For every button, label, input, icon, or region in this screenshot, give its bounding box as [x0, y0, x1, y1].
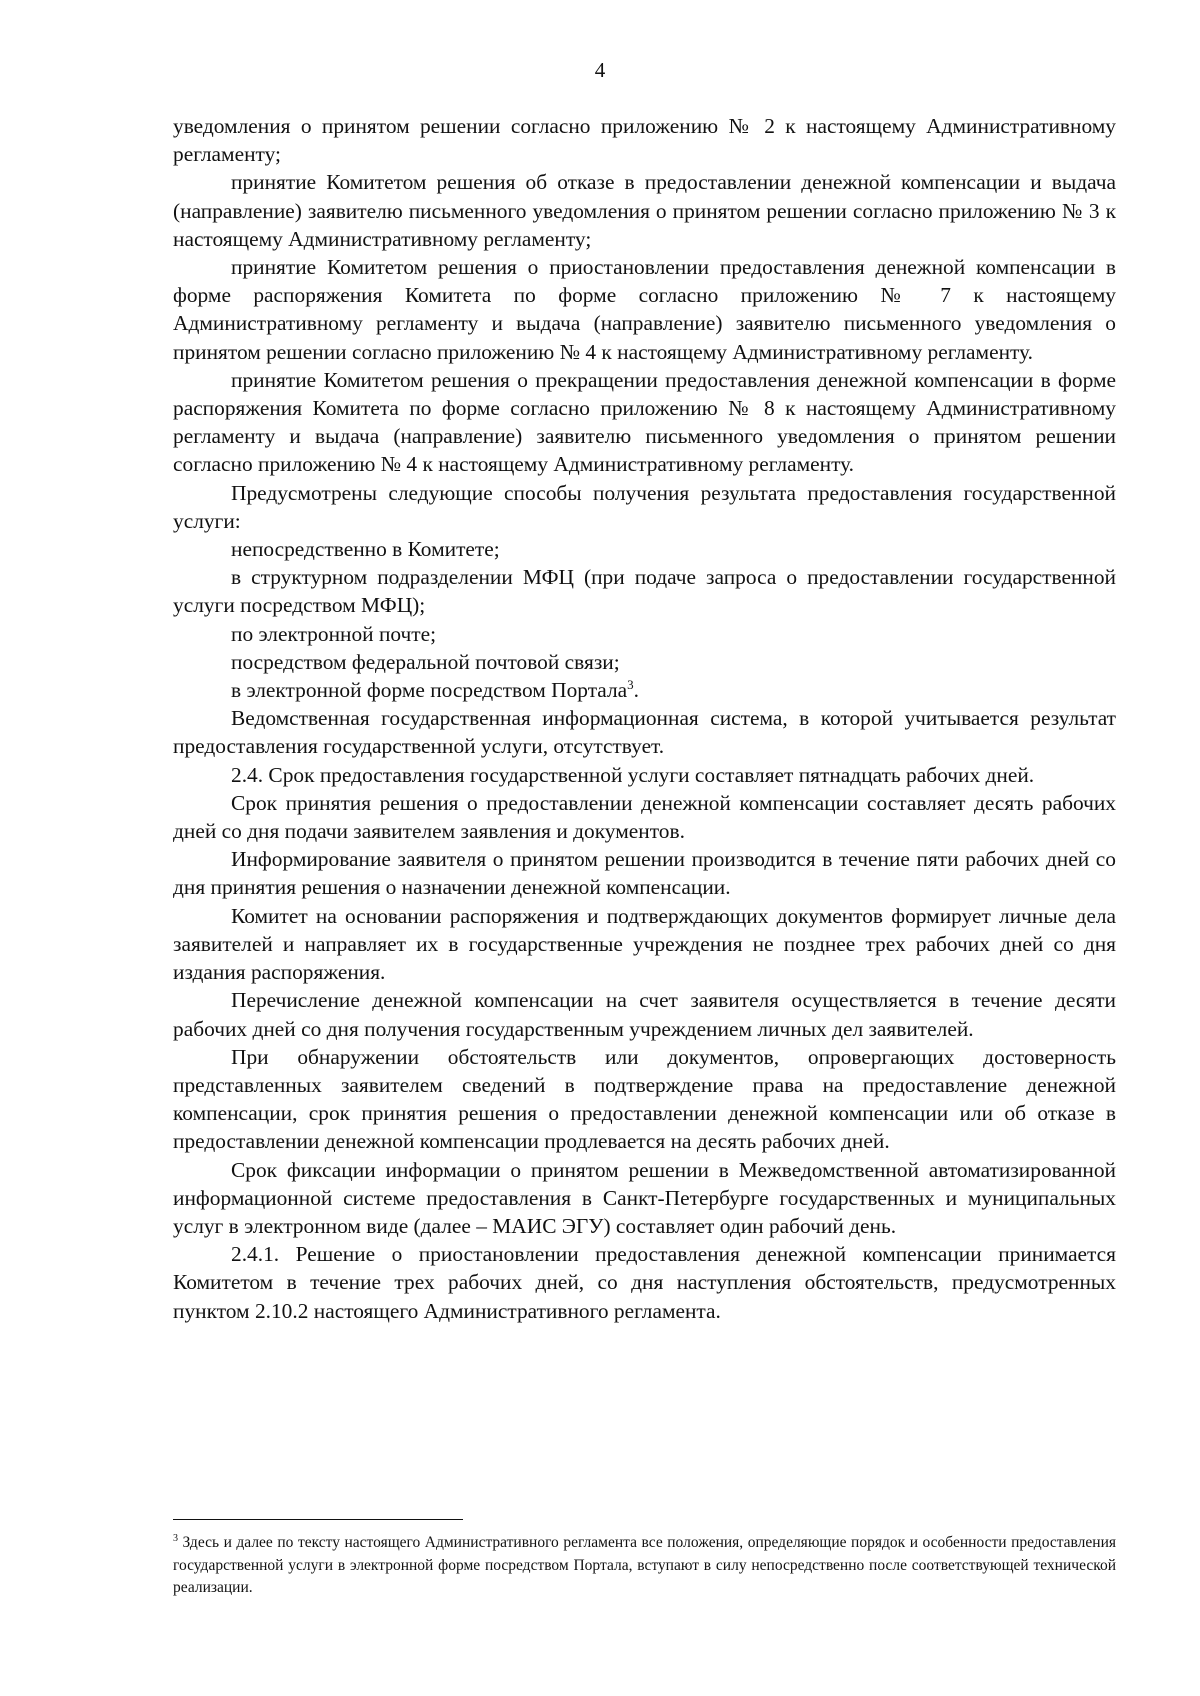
paragraph-8: по электронной почте; [231, 621, 437, 646]
document-body [173, 112, 1116, 1325]
footnote-separator [173, 1519, 463, 1520]
footnote-reference: 3 [627, 677, 634, 693]
paragraph-1: уведомления о принятом решении согласно приложению № 2 к настоящему Административному регламенту; [173, 114, 1116, 167]
paragraph-18: Срок фиксации информации о принятом решении в Межведомственной автоматизированной информационной системе предоставления в Санкт-Петербурге государственных и муниципальных услуг в электронном виде (далее – МАИС ЭГУ) составляет один рабочий день. [173, 1157, 1116, 1238]
paragraph-7: в структурном подразделении МФЦ (при подаче запроса о предоставлении государственной услуги посредством МФЦ); [173, 565, 1116, 618]
paragraph-6: непосредственно в Комитете; [231, 537, 500, 562]
footnote [173, 1532, 1116, 1600]
paragraph-15: Комитет на основании распоряжения и подтверждающих документов формирует личные дела заявителей и направляет их в государственные учреждения не позднее трех рабочих дней со дня издания распоряжения. [173, 903, 1116, 985]
paragraph-13: Срок принятия решения о предоставлении денежной компенсации составляет десять рабочих дней со дня подачи заявителем заявления и документов. [173, 790, 1116, 844]
footnote-marker: 3 [173, 1533, 178, 1544]
paragraph-12: 2.4. Срок предоставления государственной услуги составляет пятнадцать рабочих дней. [231, 762, 1035, 787]
paragraph-4: принятие Комитетом решения о прекращении предоставления денежной компенсации в форме распоряжения Комитета по форме согласно приложению № 8 к настоящему Административному регламенту и выдача (направление) заявителю письменного уведомления о принятом решении согласно приложению № 4 к настоящему Административному регламенту. [173, 367, 1116, 477]
paragraph-10-period: . [633, 678, 640, 703]
paragraph-16: Перечисление денежной компенсации на счет заявителя осуществляется в течение десяти рабочих дней со дня получения государственным учреждением личных дел заявителей. [173, 988, 1116, 1041]
paragraph-10-text: в электронной форме посредством Портала [231, 678, 628, 703]
paragraph-10 [173, 676, 1116, 704]
paragraph-3: принятие Комитетом решения о приостановлении предоставления денежной компенсации в форме распоряжения Комитета по форме согласно приложению № 7 к настоящему Административному регламенту и выдача (направление) заявителю письменного уведомления о принятом решении согласно приложению № 4 к настоящему Административному регламенту. [173, 255, 1116, 364]
paragraph-9: посредством федеральной почтовой связи; [231, 649, 620, 674]
paragraph-17: При обнаружении обстоятельств или документов, опровергающих достоверность представленных заявителем сведений в подтверждение права на предоставление денежной компенсации, срок принятия решения о предоставлении денежной компенсации или об отказе в предоставлении денежной компенсации продлевается на десять рабочих дней. [173, 1044, 1116, 1154]
footnote-text: Здесь и далее по тексту настоящего Административного регламента все положения, определяющие порядок и особенности предоставления государственной услуги в электронной форме посредством Портала, вступают в силу непосредственно после соответствующей технической реализации. [173, 1534, 1116, 1596]
paragraph-2: принятие Комитетом решения об отказе в предоставлении денежной компенсации и выдача (направление) заявителю письменного уведомления о принятом решении согласно приложению № 3 к настоящему Административному регламенту; [173, 170, 1116, 251]
page-number: 4 [594, 58, 606, 82]
paragraph-5: Предусмотрены следующие способы получения результата предоставления государственной услуги: [173, 480, 1116, 533]
paragraph-19: 2.4.1. Решение о приостановлении предоставления денежной компенсации принимается Комитетом в течение трех рабочих дней, со дня наступления обстоятельств, предусмотренных пунктом 2.10.2 настоящего Административного регламента. [173, 1242, 1116, 1323]
paragraph-11: Ведомственная государственная информационная система, в которой учитывается результат предоставления государственной услуги, отсутствует. [173, 706, 1116, 759]
paragraph-14: Информирование заявителя о принятом решении производится в течение пяти рабочих дней со дня принятия решения о назначении денежной компенсации. [173, 847, 1116, 900]
